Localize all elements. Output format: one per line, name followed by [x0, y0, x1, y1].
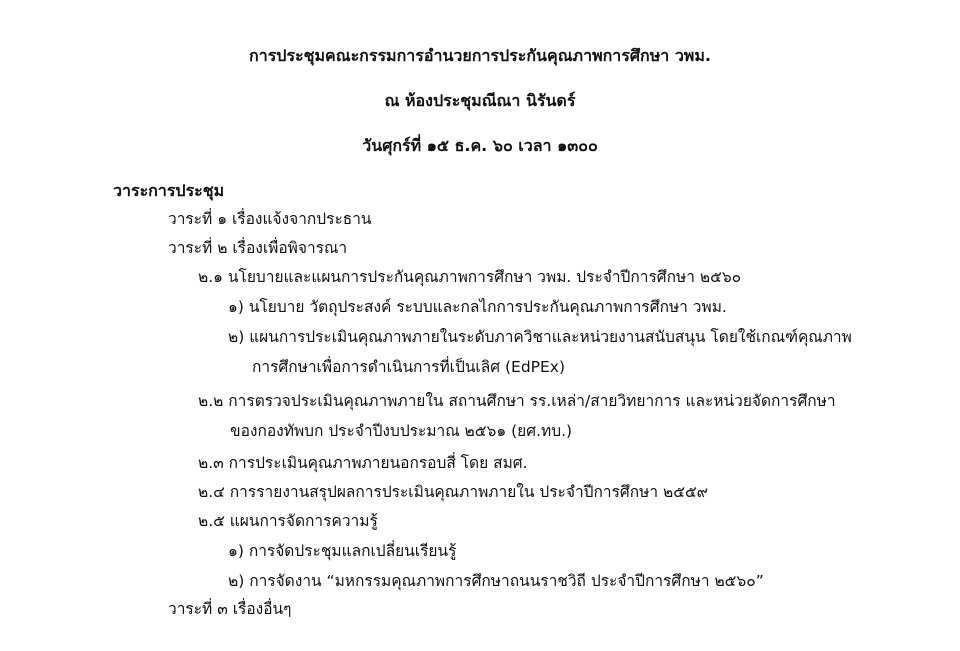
- agenda-item-2-2: ๒.๒ การตรวจประเมินคุณภาพภายใน สถานศึกษา รร.เหล่า/สายวิทยาการ และหน่วยจัดการศึกษา: [198, 392, 836, 410]
- agenda-item-1: วาระที่ ๑ เรื่องแจ้งจากประธาน: [168, 210, 372, 228]
- meeting-title: การประชุมคณะกรรมการอำนวยการประกันคุณภาพการศึกษา วพม.: [249, 46, 711, 65]
- agenda-item-2-4: ๒.๔ การรายงานสรุปผลการประเมินคุณภาพภายใน ประจำปีการศึกษา ๒๕๕๙: [198, 483, 709, 501]
- agenda-item-2-5-2: ๒) การจัดงาน “มหกรรมคุณภาพการศึกษาถนนราชวิถี ประจำปีการศึกษา ๒๕๖๐”: [228, 572, 764, 590]
- agenda-item-2: วาระที่ ๒ เรื่องเพื่อพิจารณา: [168, 239, 348, 257]
- agenda-item-2-5: ๒.๕ แผนการจัดการความรู้: [198, 512, 378, 530]
- agenda-item-2-1-2-continued: การศึกษาเพื่อการดำเนินการที่เป็นเลิศ (EdPEx): [252, 358, 566, 376]
- agenda-item-2-1: ๒.๑ นโยบายและแผนการประกันคุณภาพการศึกษา วพม. ประจำปีการศึกษา ๒๕๖๐: [198, 268, 742, 286]
- meeting-datetime: วันศุกร์ที่ ๑๕ ธ.ค. ๖๐ เวลา ๑๓๐๐: [362, 136, 598, 155]
- agenda-item-2-1-1: ๑) นโยบาย วัตถุประสงค์ ระบบและกลไกการประกันคุณภาพการศึกษา วพม.: [228, 298, 727, 316]
- meeting-location: ณ ห้องประชุมณีณา นิรันดร์: [384, 91, 576, 110]
- agenda-item-2-1-2: ๒) แผนการประเมินคุณภาพภายในระดับภาควิชาและหน่วยงานสนับสนุน โดยใช้เกณฑ์คุณภาพ: [228, 328, 852, 346]
- agenda-item-2-5-1: ๑) การจัดประชุมแลกเปลี่ยนเรียนรู้: [228, 542, 457, 560]
- agenda-item-3: วาระที่ ๓ เรื่องอื่นๆ: [168, 600, 292, 618]
- agenda-item-2-2-continued: ของกองทัพบก ประจำปีงบประมาณ ๒๕๖๑ (ยศ.ทบ.): [230, 422, 573, 440]
- agenda-item-2-3: ๒.๓ การประเมินคุณภาพภายนอกรอบสี่ โดย สมศ.: [198, 454, 528, 472]
- agenda-heading: วาระการประชุม: [113, 181, 225, 200]
